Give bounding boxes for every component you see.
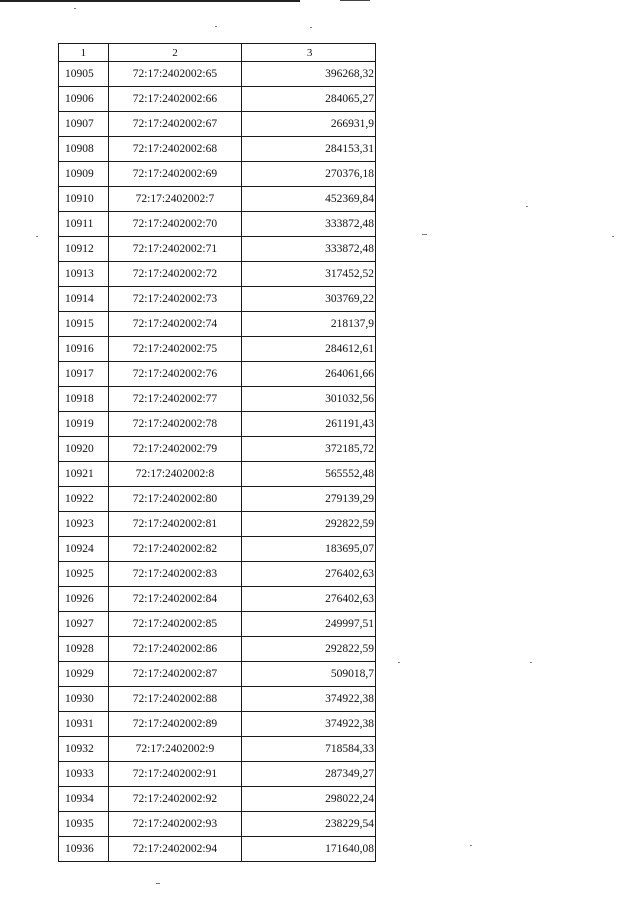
- table-row: [59, 637, 376, 662]
- cadastral-value-cell: 284612,61: [242, 337, 376, 362]
- cadastral-value-cell: 303769,22: [242, 287, 376, 312]
- row-number-cell: 10909: [59, 162, 109, 187]
- cadastral-value-cell: 317452,52: [242, 262, 376, 287]
- cadastral-number-cell: 72:17:2402002:93: [108, 812, 242, 837]
- cadastral-number-cell: 72:17:2402002:85: [108, 612, 242, 637]
- table-row: [59, 687, 376, 712]
- page-top-rule: [0, 0, 300, 2]
- cadastral-number-cell: 72:17:2402002:94: [108, 837, 242, 862]
- table-row: [59, 787, 376, 812]
- cadastral-number-cell: 72:17:2402002:69: [108, 162, 242, 187]
- cadastral-number-cell: 72:17:2402002:88: [108, 687, 242, 712]
- row-number-cell: 10923: [59, 512, 109, 537]
- cadastral-value-cell: 374922,38: [242, 712, 376, 737]
- table-row: [59, 362, 376, 387]
- table-row: [59, 462, 376, 487]
- table-row: [59, 537, 376, 562]
- row-number-cell: 10930: [59, 687, 109, 712]
- cadastral-value-cell: 374922,38: [242, 687, 376, 712]
- table-row: [59, 187, 376, 212]
- cadastral-value-cell: 276402,63: [242, 587, 376, 612]
- cadastral-value-cell: 301032,56: [242, 387, 376, 412]
- cadastral-number-cell: 72:17:2402002:71: [108, 237, 242, 262]
- table-row: [59, 837, 376, 862]
- cadastral-number-cell: 72:17:2402002:7: [108, 187, 242, 212]
- page-top-rule-fragment: [340, 0, 370, 1]
- cadastral-number-cell: 72:17:2402002:77: [108, 387, 242, 412]
- table-row: [59, 112, 376, 137]
- row-number-cell: 10936: [59, 837, 109, 862]
- cadastral-value-cell: 372185,72: [242, 437, 376, 462]
- cadastral-value-cell: 249997,51: [242, 612, 376, 637]
- row-number-cell: 10913: [59, 262, 109, 287]
- cadastral-value-cell: 266931,9: [242, 112, 376, 137]
- cadastral-value-table: [58, 43, 376, 862]
- cadastral-value-cell: 171640,08: [242, 837, 376, 862]
- row-number-cell: 10933: [59, 762, 109, 787]
- scan-speck: [470, 845, 472, 846]
- row-number-cell: 10928: [59, 637, 109, 662]
- row-number-cell: 10921: [59, 462, 109, 487]
- table-row: [59, 762, 376, 787]
- cadastral-value-cell: 276402,63: [242, 562, 376, 587]
- table-row: [59, 437, 376, 462]
- cadastral-value-cell: 718584,33: [242, 737, 376, 762]
- table-row: [59, 712, 376, 737]
- cadastral-value-cell: 284153,31: [242, 137, 376, 162]
- scan-speck: [74, 8, 76, 9]
- table-row: [59, 662, 376, 687]
- cadastral-number-cell: 72:17:2402002:70: [108, 212, 242, 237]
- scan-speck: [310, 27, 312, 28]
- row-number-cell: 10927: [59, 612, 109, 637]
- cadastral-number-cell: 72:17:2402002:74: [108, 312, 242, 337]
- cadastral-value-cell: 333872,48: [242, 212, 376, 237]
- cadastral-number-cell: 72:17:2402002:92: [108, 787, 242, 812]
- cadastral-number-cell: 72:17:2402002:84: [108, 587, 242, 612]
- row-number-cell: 10922: [59, 487, 109, 512]
- cadastral-value-cell: 298022,24: [242, 787, 376, 812]
- table-row: [59, 512, 376, 537]
- row-number-cell: 10929: [59, 662, 109, 687]
- row-number-cell: 10914: [59, 287, 109, 312]
- table-row: [59, 212, 376, 237]
- cadastral-number-cell: 72:17:2402002:66: [108, 87, 242, 112]
- cadastral-number-cell: 72:17:2402002:87: [108, 662, 242, 687]
- cadastral-number-cell: 72:17:2402002:81: [108, 512, 242, 537]
- cadastral-number-cell: 72:17:2402002:8: [108, 462, 242, 487]
- cadastral-value-cell: 284065,27: [242, 87, 376, 112]
- table-row: [59, 737, 376, 762]
- cadastral-value-cell: 333872,48: [242, 237, 376, 262]
- cadastral-number-cell: 72:17:2402002:89: [108, 712, 242, 737]
- table-row: [59, 287, 376, 312]
- scan-speck: [612, 236, 614, 237]
- cadastral-value-cell: 287349,27: [242, 762, 376, 787]
- scan-speck: [530, 662, 532, 663]
- table-row: [59, 612, 376, 637]
- scan-speck: [398, 662, 400, 663]
- row-number-cell: 10926: [59, 587, 109, 612]
- cadastral-number-cell: 72:17:2402002:75: [108, 337, 242, 362]
- row-number-cell: 10908: [59, 137, 109, 162]
- cadastral-number-cell: 72:17:2402002:67: [108, 112, 242, 137]
- cadastral-number-cell: 72:17:2402002:65: [108, 62, 242, 87]
- cadastral-number-cell: 72:17:2402002:80: [108, 487, 242, 512]
- cadastral-value-cell: 509018,7: [242, 662, 376, 687]
- cadastral-value-cell: 183695,07: [242, 537, 376, 562]
- column-header-2: 2: [108, 44, 242, 62]
- cadastral-number-cell: 72:17:2402002:72: [108, 262, 242, 287]
- scan-speck: [422, 234, 427, 235]
- table-row: [59, 337, 376, 362]
- cadastral-number-cell: 72:17:2402002:9: [108, 737, 242, 762]
- table-row: [59, 812, 376, 837]
- cadastral-value-cell: 279139,29: [242, 487, 376, 512]
- cadastral-number-cell: 72:17:2402002:82: [108, 537, 242, 562]
- scan-speck: [156, 883, 160, 884]
- row-number-cell: 10919: [59, 412, 109, 437]
- row-number-cell: 10931: [59, 712, 109, 737]
- table-row: [59, 312, 376, 337]
- cadastral-number-cell: 72:17:2402002:73: [108, 287, 242, 312]
- cadastral-number-cell: 72:17:2402002:91: [108, 762, 242, 787]
- table-row: [59, 412, 376, 437]
- table-row: [59, 387, 376, 412]
- cadastral-value-cell: 292822,59: [242, 637, 376, 662]
- table-row: [59, 162, 376, 187]
- row-number-cell: 10911: [59, 212, 109, 237]
- row-number-cell: 10910: [59, 187, 109, 212]
- cadastral-number-cell: 72:17:2402002:78: [108, 412, 242, 437]
- row-number-cell: 10924: [59, 537, 109, 562]
- table-row: [59, 487, 376, 512]
- cadastral-value-cell: 270376,18: [242, 162, 376, 187]
- table-row: [59, 62, 376, 87]
- scan-speck: [36, 236, 38, 237]
- table-row: [59, 562, 376, 587]
- cadastral-number-cell: 72:17:2402002:86: [108, 637, 242, 662]
- row-number-cell: 10905: [59, 62, 109, 87]
- cadastral-value-cell: 565552,48: [242, 462, 376, 487]
- row-number-cell: 10906: [59, 87, 109, 112]
- column-header-3: 3: [242, 44, 376, 62]
- cadastral-value-cell: 238229,54: [242, 812, 376, 837]
- row-number-cell: 10907: [59, 112, 109, 137]
- cadastral-value-cell: 396268,32: [242, 62, 376, 87]
- row-number-cell: 10932: [59, 737, 109, 762]
- table-row: [59, 262, 376, 287]
- row-number-cell: 10920: [59, 437, 109, 462]
- row-number-cell: 10918: [59, 387, 109, 412]
- cadastral-number-cell: 72:17:2402002:83: [108, 562, 242, 587]
- cadastral-value-cell: 264061,66: [242, 362, 376, 387]
- table-row: [59, 237, 376, 262]
- scan-speck: [215, 26, 217, 27]
- scan-speck: [526, 206, 528, 207]
- table-row: [59, 587, 376, 612]
- cadastral-number-cell: 72:17:2402002:68: [108, 137, 242, 162]
- column-header-1: 1: [59, 44, 109, 62]
- row-number-cell: 10912: [59, 237, 109, 262]
- row-number-cell: 10934: [59, 787, 109, 812]
- cadastral-value-cell: 261191,43: [242, 412, 376, 437]
- table-row: [59, 137, 376, 162]
- row-number-cell: 10935: [59, 812, 109, 837]
- table-body: [59, 44, 376, 862]
- row-number-cell: 10917: [59, 362, 109, 387]
- table-row: [59, 87, 376, 112]
- row-number-cell: 10916: [59, 337, 109, 362]
- cadastral-value-cell: 292822,59: [242, 512, 376, 537]
- row-number-cell: 10915: [59, 312, 109, 337]
- cadastral-value-cell: 218137,9: [242, 312, 376, 337]
- cadastral-number-cell: 72:17:2402002:76: [108, 362, 242, 387]
- table-header-row: [59, 44, 376, 62]
- row-number-cell: 10925: [59, 562, 109, 587]
- cadastral-value-cell: 452369,84: [242, 187, 376, 212]
- cadastral-number-cell: 72:17:2402002:79: [108, 437, 242, 462]
